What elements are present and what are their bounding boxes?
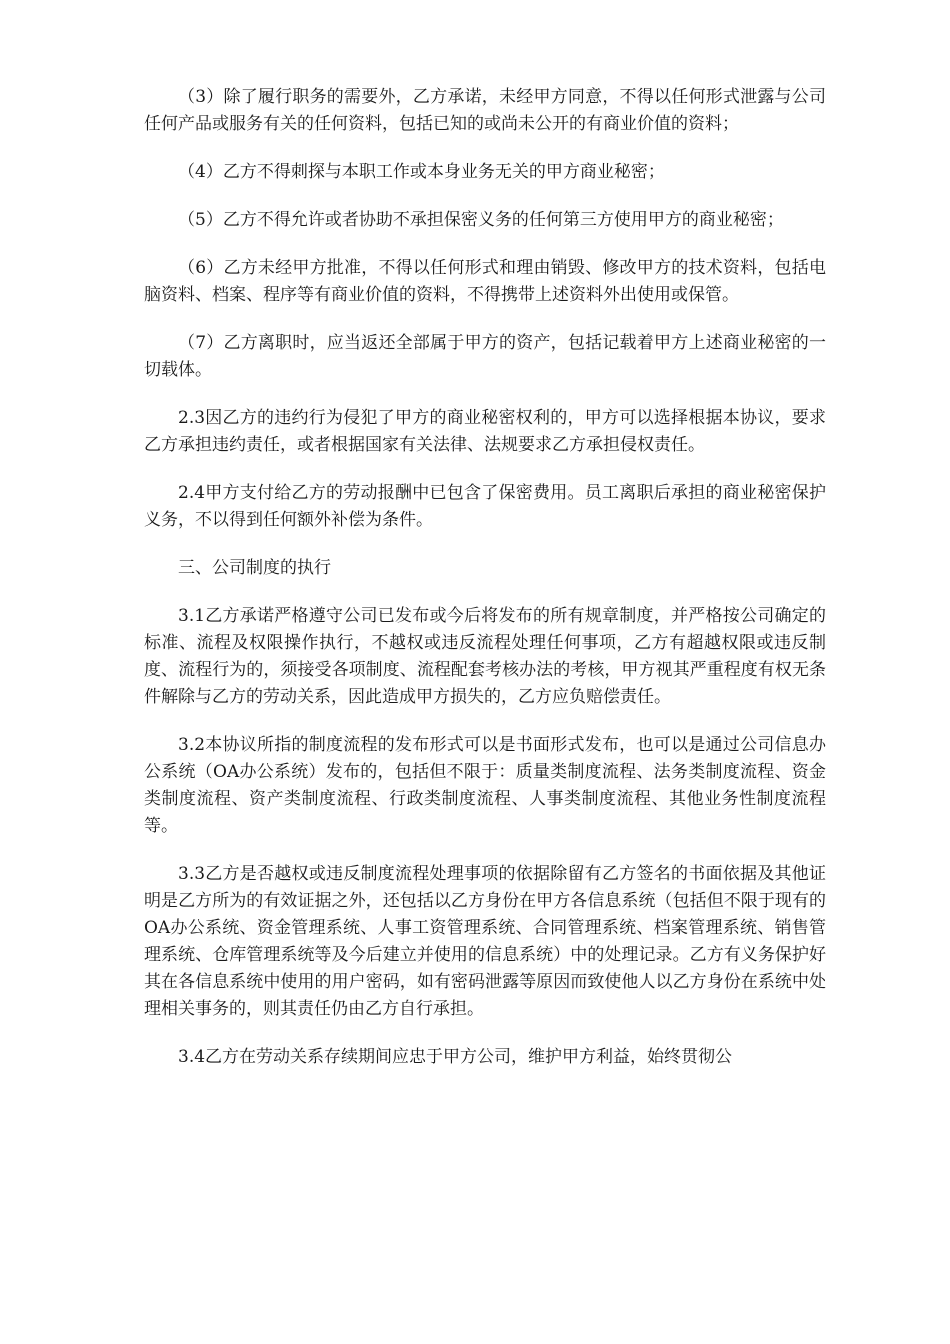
section-heading-3: 三、公司制度的执行	[178, 558, 331, 578]
clause-3-3: 3.3乙方是否越权或违反制度流程处理事项的依据除留有乙方签名的书面依据及其他证明是乙方所为的有效证据之外，还包括以乙方身份在甲方各信息系统（包括但不限于现有的OA办公系统、资金管理系统、人事工资管理系统、合同管理系统、档案管理系统、销售管理系统、仓库管理系统等及今后建立并使用的信息系统）中的处理记录。乙方有义务保护好其在各信息系统中使用的用户密码，如有密码泄露等原因而致使他人以乙方身份在系统中处理相关事务的，则其责任仍由乙方自行承担。	[144, 864, 826, 1019]
clause-2-2-3: （3）除了履行职务的需要外，乙方承诺，未经甲方同意，不得以任何形式泄露与公司任何产品或服务有关的任何资料，包括已知的或尚未公开的有商业价值的资料；	[144, 87, 826, 134]
clause-2-2-5: （5）乙方不得允许或者协助不承担保密义务的任何第三方使用甲方的商业秘密；	[178, 210, 784, 230]
document-body	[144, 84, 826, 1092]
clause-3-2: 3.2本协议所指的制度流程的发布形式可以是书面形式发布，也可以是通过公司信息办公系统（OA办公系统）发布的，包括但不限于：质量类制度流程、法务类制度流程、资金类制度流程、资产类制度流程、行政类制度流程、人事类制度流程、其他业务性制度流程等。	[144, 735, 826, 836]
clause-2-2-4: （4）乙方不得刺探与本职工作或本身业务无关的甲方商业秘密；	[178, 162, 665, 182]
clause-2-2-7: （7）乙方离职时，应当返还全部属于甲方的资产，包括记载着甲方上述商业秘密的一切载体。	[144, 333, 826, 380]
clause-3-1: 3.1乙方承诺严格遵守公司已发布或今后将发布的所有规章制度，并严格按公司确定的标准、流程及权限操作执行，不越权或违反流程处理任何事项，乙方有超越权限或违反制度、流程行为的，须接受各项制度、流程配套考核办法的考核，甲方视其严重程度有权无条件解除与乙方的劳动关系，因此造成甲方损失的，乙方应负赔偿责任。	[144, 606, 826, 707]
clause-2-3: 2.3因乙方的违约行为侵犯了甲方的商业秘密权利的，甲方可以选择根据本协议，要求乙方承担违约责任，或者根据国家有关法律、法规要求乙方承担侵权责任。	[144, 408, 826, 455]
clause-2-4: 2.4甲方支付给乙方的劳动报酬中已包含了保密费用。员工离职后承担的商业秘密保护义务，不以得到任何额外补偿为条件。	[144, 483, 826, 530]
clause-3-4: 3.4乙方在劳动关系存续期间应忠于甲方公司，维护甲方利益，始终贯彻公	[178, 1047, 733, 1067]
clause-2-2-6: （6）乙方未经甲方批准，不得以任何形式和理由销毁、修改甲方的技术资料，包括电脑资料、档案、程序等有商业价值的资料，不得携带上述资料外出使用或保管。	[144, 258, 826, 305]
